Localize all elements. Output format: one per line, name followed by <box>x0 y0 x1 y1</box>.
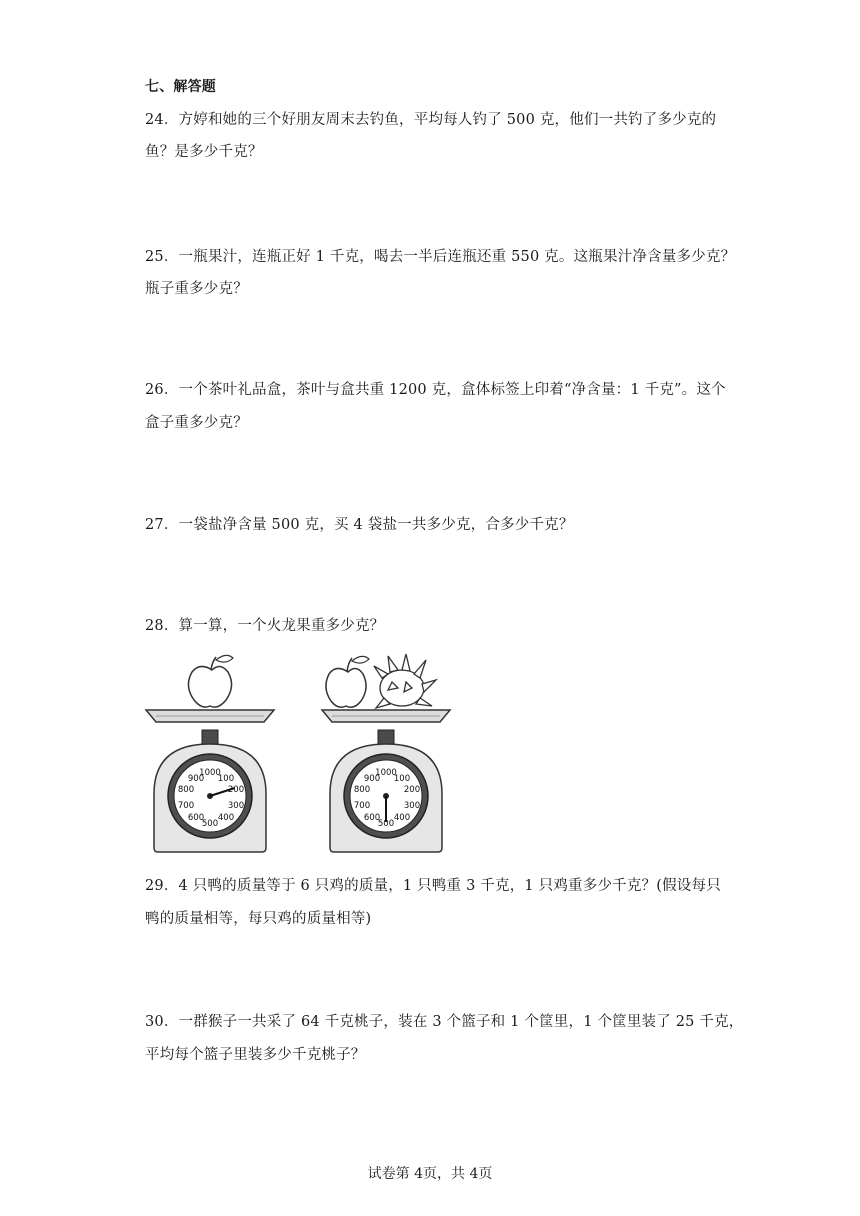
dial-label-800: 800 <box>177 785 195 795</box>
dial-label-700: 700 <box>177 801 195 811</box>
dial-label-400: 400 <box>393 813 411 823</box>
scale-right <box>322 654 450 852</box>
page-footer: 试卷第 4页，共 4页 <box>367 1166 493 1182</box>
question-25-line-2: 瓶子重多少克？ <box>145 281 248 297</box>
scales-figure <box>140 648 460 858</box>
dial-label-900: 900 <box>187 774 205 784</box>
dial-label-1000: 1000 <box>375 768 397 778</box>
apple-icon <box>326 656 369 707</box>
question-29-line-1: 29．4 只鸭的质量等于 6 只鸡的质量，1 只鸭重 3 千克，1 只鸡重多少千克？(假设每只 <box>145 878 721 894</box>
question-26-line-1: 26．一个茶叶礼品盒，茶叶与盒共重 1200 克，盒体标签上印着“净含量：1 千克”。这个 <box>145 382 726 398</box>
dial-label-400: 400 <box>217 813 235 823</box>
dial-label-300: 300 <box>403 801 421 811</box>
question-24-line-2: 鱼？是多少千克？ <box>145 144 263 160</box>
dial-label-800: 800 <box>353 785 371 795</box>
question-27-line-1: 27．一袋盐净含量 500 克，买 4 袋盐一共多少克，合多少千克？ <box>145 517 574 533</box>
dial-label-500: 500 <box>201 819 219 829</box>
question-28-line-1: 28．算一算，一个火龙果重多少克？ <box>145 618 385 634</box>
dial-label-100: 100 <box>217 774 235 784</box>
dial-label-500: 500 <box>377 819 395 829</box>
apple-icon <box>188 655 233 707</box>
dial-label-300: 300 <box>227 801 245 811</box>
dragon-fruit-icon <box>374 654 436 708</box>
dial-label-700: 700 <box>353 801 371 811</box>
dial-label-900: 900 <box>363 774 381 784</box>
section-title: 七、解答题 <box>145 79 216 95</box>
question-25-line-1: 25．一瓶果汁，连瓶正好 1 千克，喝去一半后连瓶还重 550 克。这瓶果汁净含量多少克？ <box>145 249 736 265</box>
question-26-line-2: 盒子重多少克？ <box>145 415 248 431</box>
question-30-line-1: 30．一群猴子一共采了 64 千克桃子，装在 3 个篮子和 1 个筐里，1 个筐里装了 25 千克， <box>145 1014 744 1030</box>
dial-label-200: 200 <box>227 785 245 795</box>
dial-label-200: 200 <box>403 785 421 795</box>
question-30-line-2: 平均每个篮子里装多少千克桃子？ <box>145 1047 366 1063</box>
dial-label-600: 600 <box>187 813 205 823</box>
dial-label-1000: 1000 <box>199 768 221 778</box>
dial-label-100: 100 <box>393 774 411 784</box>
dial-label-600: 600 <box>363 813 381 823</box>
question-24-line-1: 24．方婷和她的三个好朋友周末去钓鱼，平均每人钓了 500 克，他们一共钓了多少克的 <box>145 112 717 128</box>
question-29-line-2: 鸭的质量相等，每只鸡的质量相等) <box>145 911 372 927</box>
scale-left <box>146 655 274 852</box>
